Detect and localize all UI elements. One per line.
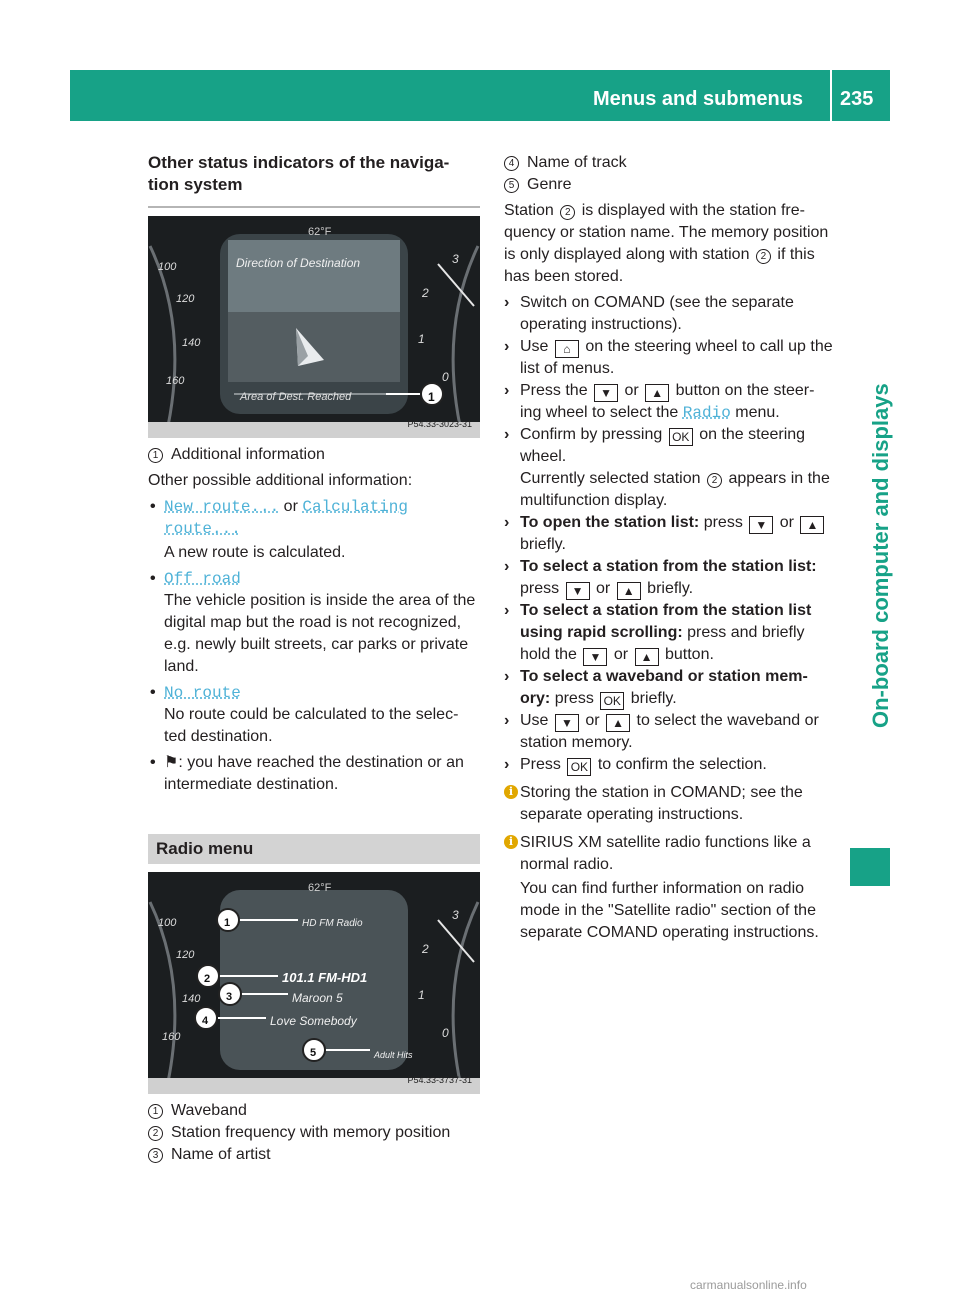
- status-desc: The vehicle position is inside the area of the digital map but the road is not recognized, e.g. newly built streets, car parks or private land.: [164, 592, 476, 675]
- step-text: or: [596, 580, 611, 597]
- legend-text: Station frequency with memory position: [171, 1124, 451, 1141]
- info-icon: i: [504, 835, 518, 849]
- rpm-tick: 2: [422, 286, 429, 300]
- step-text: to select the waveband or station memory.: [520, 712, 819, 751]
- step-text: menu.: [735, 404, 780, 421]
- speed-tick: 140: [182, 993, 201, 1005]
- step-text: button.: [664, 646, 714, 663]
- step-text: press: [554, 690, 594, 707]
- station-paragraph: [504, 200, 834, 288]
- home-key-icon: ⌂: [555, 340, 579, 358]
- step: [504, 666, 834, 710]
- info-text: Storing the station in COMAND; see the separate operating instructions.: [520, 784, 803, 823]
- nav-temperature: 62°F: [308, 226, 332, 238]
- rpm-tick: 3: [452, 252, 459, 266]
- radio-menu-heading: [148, 834, 480, 864]
- step: [504, 754, 834, 776]
- footer-watermark: carmanualsonline.info: [690, 1278, 807, 1292]
- speed-tick: 160: [162, 1031, 181, 1043]
- step-text: or: [624, 382, 639, 399]
- ref-number: 2: [560, 205, 575, 220]
- legend-item: [148, 1122, 480, 1144]
- step-bold: To select a station from the station list:: [520, 558, 817, 575]
- ok-key-icon: OK: [669, 428, 693, 446]
- radio-artist: Maroon 5: [292, 991, 343, 1005]
- rpm-tick: 0: [442, 370, 449, 384]
- step-arrow-icon: ›: [504, 558, 510, 575]
- radio-callout: 4: [202, 1015, 209, 1027]
- step-text: briefly.: [647, 580, 694, 597]
- info-text: You can find further information on radio mode in the "Satellite radio" section of the separate COMAND operating instructions.: [520, 880, 819, 941]
- step: [504, 710, 834, 754]
- step-arrow-icon: ›: [504, 426, 510, 443]
- step-text: Confirm by pressing: [520, 426, 663, 443]
- nav-status: Area of Dest. Reached: [240, 391, 352, 403]
- legend-text: Waveband: [171, 1102, 247, 1119]
- down-key-icon: ▼: [583, 648, 607, 666]
- section-rule: [148, 206, 480, 208]
- speed-tick: 160: [166, 375, 185, 387]
- step-text: Press the: [520, 382, 588, 399]
- info-note: [504, 782, 834, 826]
- legend-text: Additional information: [171, 446, 325, 463]
- rpm-tick: 3: [452, 908, 459, 922]
- radio-track: Love Somebody: [270, 1014, 357, 1028]
- para-text: if this has been stored.: [504, 246, 815, 285]
- legend-text: Name of artist: [171, 1146, 271, 1163]
- right-column: [504, 152, 834, 944]
- step: [504, 512, 834, 556]
- step-text: or: [779, 514, 794, 531]
- radio-waveband: HD FM Radio: [302, 918, 363, 929]
- radio-display-figure: [148, 872, 480, 1094]
- step-arrow-icon: ›: [504, 514, 510, 531]
- up-key-icon: ▲: [800, 516, 824, 534]
- rpm-tick: 1: [418, 332, 425, 346]
- step-text: to confirm the selection.: [597, 756, 767, 773]
- step-bold: To select a waveband or station mem-ory:: [520, 668, 808, 707]
- speed-tick: 100: [158, 917, 177, 929]
- radio-station: 101.1 FM-HD1: [282, 970, 368, 985]
- info-text: SIRIUS XM satellite radio functions like a normal radio.: [520, 834, 811, 873]
- down-key-icon: ▼: [749, 516, 773, 534]
- ok-key-icon: OK: [567, 758, 591, 776]
- radio-callout: 1: [224, 917, 231, 929]
- step-arrow-icon: ›: [504, 668, 510, 685]
- status-desc: A new route is calculated.: [164, 544, 346, 561]
- step-arrow-icon: ›: [504, 756, 510, 773]
- speed-tick: 140: [182, 337, 201, 349]
- step-arrow-icon: ›: [504, 382, 510, 399]
- code-radio: Radio: [682, 404, 731, 422]
- header-title: Menus and submenus: [593, 88, 804, 110]
- joiner-text: or: [283, 498, 298, 515]
- rpm-tick: 1: [418, 988, 425, 1002]
- status-desc: : you have reached the destination or an intermediate destination.: [164, 754, 464, 793]
- info-icon: i: [504, 785, 518, 799]
- side-tab-label: On-board computer and displays: [868, 383, 893, 728]
- step-text: press and briefly hold the: [520, 624, 805, 663]
- code-no-route: No route: [164, 684, 241, 702]
- step-text: Switch on COMAND (see the separate operating instructions).: [520, 294, 794, 333]
- legend-number: 3: [148, 1148, 163, 1163]
- step-text: on the steering wheel to call up the list of menus.: [520, 338, 833, 377]
- step-text: briefly.: [630, 690, 677, 707]
- page-header: [70, 70, 890, 121]
- ok-key-icon: OK: [600, 692, 624, 710]
- speed-tick: 120: [176, 293, 195, 305]
- step-arrow-icon: ›: [504, 602, 510, 619]
- step-text: briefly.: [520, 536, 566, 553]
- legend-item: [148, 1100, 480, 1122]
- other-info-intro: Other possible additional information:: [148, 472, 413, 489]
- radio-menu-title: Radio menu: [156, 839, 254, 858]
- down-key-icon: ▼: [566, 582, 590, 600]
- step-bold: To open the station list:: [520, 514, 700, 531]
- status-item-no-route: [148, 682, 480, 748]
- up-key-icon: ▲: [606, 714, 630, 732]
- legend-number: 1: [148, 1104, 163, 1119]
- legend-item: [148, 1144, 480, 1166]
- step-text: press: [520, 580, 560, 597]
- rpm-tick: 2: [422, 942, 429, 956]
- rpm-tick: 0: [442, 1026, 449, 1040]
- status-item-destination: [148, 752, 480, 796]
- step-text: appears in the multifunction display.: [520, 470, 830, 509]
- step-arrow-icon: ›: [504, 712, 510, 729]
- code-new-route: New route...: [164, 498, 280, 516]
- section-title: [148, 152, 480, 196]
- para-text: is displayed with the station fre-quency or station name. The memory position is only displayed along with station: [504, 202, 829, 263]
- figure-code: P54.33-3737-31: [407, 1075, 472, 1085]
- step-text: or: [613, 646, 629, 663]
- nav-title: Direction of Destination: [236, 256, 361, 270]
- step-arrow-icon: ›: [504, 338, 510, 355]
- down-key-icon: ▼: [555, 714, 579, 732]
- nav-callout: 1: [428, 390, 435, 404]
- header-divider: [830, 70, 832, 121]
- code-off-road: Off road: [164, 570, 241, 588]
- info-note: [504, 832, 834, 944]
- radio-temperature: 62°F: [308, 882, 332, 894]
- radio-callout: 3: [226, 991, 233, 1003]
- step-bold: To select a station from the station list using rapid scrolling:: [520, 602, 812, 641]
- down-key-icon: ▼: [594, 384, 618, 402]
- para-text: Station: [504, 202, 554, 219]
- speed-tick: 120: [176, 949, 195, 961]
- legend-item: [504, 174, 834, 196]
- step: [504, 292, 834, 336]
- step: [504, 336, 834, 380]
- status-item-off-road: [148, 568, 480, 678]
- side-tab: [850, 132, 893, 832]
- step-arrow-icon: ›: [504, 294, 510, 311]
- speed-tick: 100: [158, 261, 177, 273]
- step-text: Use: [520, 338, 549, 355]
- legend-text: Genre: [527, 176, 572, 193]
- step: [504, 556, 834, 600]
- status-desc: No route could be calculated to the selec- ted destination.: [164, 706, 459, 745]
- radio-callout: 5: [310, 1047, 317, 1059]
- legend-number: 5: [504, 178, 519, 193]
- step-text: button on the steer-ing wheel to select the: [520, 382, 815, 421]
- step-text: press: [703, 514, 743, 531]
- step: [504, 424, 834, 512]
- step-text: or: [585, 712, 600, 729]
- left-column: [148, 152, 480, 1166]
- legend-item: [148, 444, 480, 466]
- section-title-text: Other status indicators of the naviga- tion system: [148, 153, 450, 194]
- step-subtext: [520, 468, 834, 512]
- legend-text: Name of track: [527, 154, 627, 171]
- legend-number: 2: [148, 1126, 163, 1141]
- status-item-new-route: [148, 496, 480, 564]
- up-key-icon: ▲: [617, 582, 641, 600]
- ref-number: 2: [756, 249, 771, 264]
- legend-number: 4: [504, 156, 519, 171]
- step-text: Currently selected station: [520, 470, 701, 487]
- side-block: [850, 848, 890, 886]
- ref-number: 2: [707, 473, 722, 488]
- radio-genre: Adult Hits: [374, 1050, 413, 1060]
- nav-display-figure: [148, 216, 480, 438]
- radio-callout: 2: [204, 973, 211, 985]
- step-text: Press: [520, 756, 561, 773]
- page-number: 235: [840, 88, 874, 110]
- step-text: on the steering wheel.: [520, 426, 806, 465]
- status-list: [148, 496, 480, 796]
- code-calculating-route: Calculating route...: [164, 498, 408, 538]
- destination-flag-icon: ⚑: [164, 754, 179, 771]
- step: [504, 600, 834, 666]
- figure-code: P54.33-3023-31: [407, 419, 472, 429]
- legend-item: [504, 152, 834, 174]
- up-key-icon: ▲: [645, 384, 669, 402]
- legend-number: 1: [148, 448, 163, 463]
- up-key-icon: ▲: [635, 648, 659, 666]
- step: [504, 380, 834, 424]
- step-text: Use: [520, 712, 549, 729]
